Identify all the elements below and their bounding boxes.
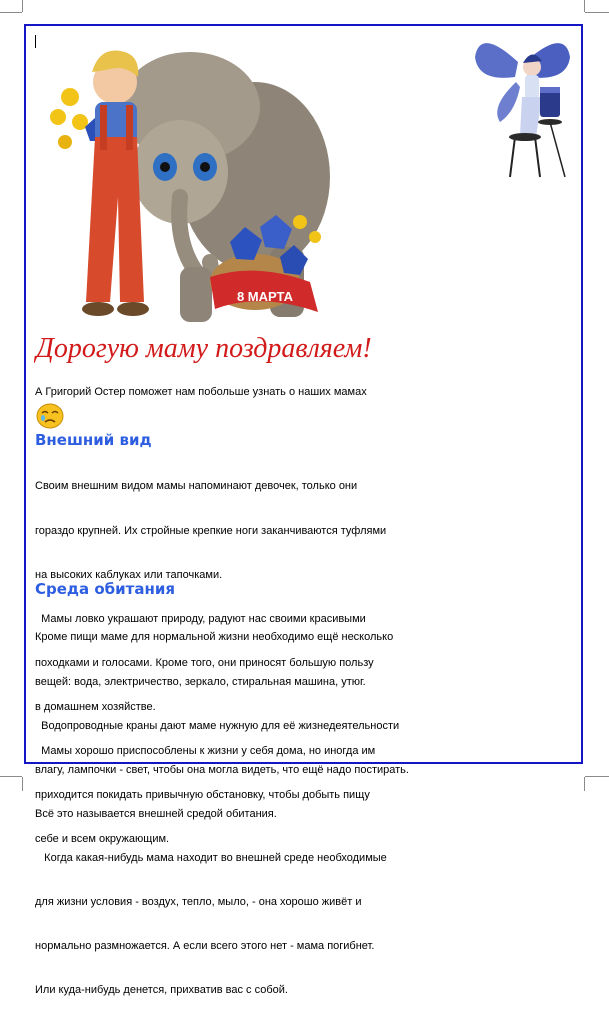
page-heading: Дорогую маму поздравляем! [36, 333, 372, 364]
fairy-illustration [470, 27, 574, 187]
corner-mark-top-right [585, 12, 609, 13]
corner-mark-bottom-left [0, 776, 22, 777]
corner-mark-bottom-right [584, 777, 585, 791]
corner-mark-top-left [22, 0, 23, 12]
text-line: Кроме пищи маме для нормальной жизни необходимо ещё несколько [35, 631, 394, 644]
text-line: Или куда-нибудь денется, прихватив вас с собой. [35, 984, 288, 997]
section-title-appearance: Внешний вид [35, 431, 152, 449]
text-line: гораздо крупней. Их стройные крепкие ноги заканчиваются туфлями [35, 524, 387, 537]
text-line: Всё это называется внешней средой обитания. [35, 807, 277, 820]
text-line: влагу, лампочки - свет, чтобы она могла видеть, что ещё надо постирать. [35, 763, 409, 776]
text-line: в домашнем хозяйстве. [35, 700, 156, 713]
intro-text: А Григорий Остер поможет нам побольше узнать о наших мамах [35, 386, 367, 398]
banner-text: 8 МАРТА [236, 289, 294, 304]
section-body-habitat [35, 601, 409, 1013]
text-line: себе и всем окружающим. [35, 833, 170, 846]
corner-mark-bottom-right [585, 776, 609, 777]
text-line: нормально размножается. А если всего этого нет - мама погибнет. [35, 940, 375, 953]
text-line: походками и голосами. Кроме того, они приносят большую пользу [35, 656, 374, 669]
corner-mark-bottom-left [22, 777, 23, 791]
text-line: Мамы хорошо приспособлены к жизни у себя дома, но иногда им [35, 745, 376, 758]
text-line: вещей: вода, электричество, зеркало, стиральная машина, утюг. [35, 675, 366, 688]
crying-face-icon [35, 402, 65, 430]
corner-mark-top-right [584, 0, 585, 12]
corner-mark-top-left [0, 12, 22, 13]
text-line: на высоких каблуках или тапочками. [35, 568, 223, 581]
text-line: для жизни условия - воздух, тепло, мыло, - она хорошо живёт и [35, 896, 362, 909]
section-title-habitat: Среда обитания [35, 580, 175, 598]
text-line: приходится покидать привычную обстановку, чтобы добыть пищу [35, 789, 370, 802]
text-line: Своим внешним видом мамы напоминают девочек, только они [35, 480, 358, 493]
text-line: Мамы ловко украшают природу, радуют нас своими красивыми [35, 612, 366, 625]
text-cursor [35, 35, 36, 48]
text-line: Водопроводные краны дают маме нужную для её жизнедеятельности [35, 719, 400, 732]
boy-elephant-illustration [40, 27, 350, 332]
text-line: Когда какая-нибудь мама находит во внешней среде необходимые [35, 851, 387, 864]
